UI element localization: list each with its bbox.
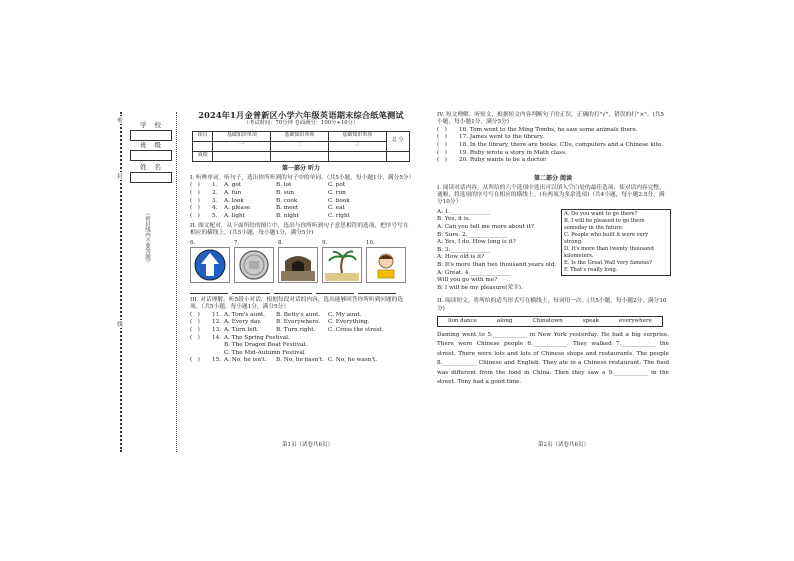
palm-tree-image <box>322 247 362 283</box>
q-num: 12. <box>212 319 222 326</box>
dialogue-line: Will you go with me? <box>437 277 498 284</box>
answer-bracket[interactable]: ( ) <box>190 212 200 219</box>
option: A. light <box>224 212 245 219</box>
answer-blank-row <box>190 286 412 294</box>
answer-bracket[interactable]: ( ) <box>437 126 447 133</box>
picture-item <box>322 240 362 283</box>
option: A. fun <box>224 189 242 196</box>
answer-bracket[interactable]: ( ) <box>190 357 200 364</box>
exam-title: 2024年1月金普新区小学六年级英语期末综合纸笔测试 <box>198 110 404 120</box>
page-footer-1: 第1页（试卷共6页） <box>282 442 333 448</box>
score-cell <box>193 141 213 151</box>
tf-statement: 16. Tom went to the Ming Tombs, he saw some animals there. <box>459 126 638 133</box>
option: B. sun <box>276 189 295 196</box>
no-answer-note: （密封线内不要答题） <box>144 210 150 265</box>
question-row <box>190 312 412 320</box>
word-item: along <box>497 317 513 324</box>
word-item: speak <box>582 317 599 324</box>
reading-section-I <box>437 185 669 292</box>
options-box <box>561 209 671 276</box>
tomb-gate-image <box>278 247 318 283</box>
picture-item <box>366 240 406 283</box>
q-num: 4. <box>212 205 218 212</box>
score-cell: 基础知识单项 <box>271 131 329 141</box>
option: A. look <box>224 197 244 204</box>
option: A. Turn left. <box>224 326 259 333</box>
option: B. night <box>276 212 299 219</box>
option-item: C. People who built it were very strong. <box>564 231 649 245</box>
dialogue-line: A: Can you tell me more about it? <box>437 223 534 230</box>
question-row <box>190 357 412 365</box>
q-num: 2. <box>212 189 218 196</box>
q-num: 5. <box>212 212 218 219</box>
dialogue <box>437 209 669 293</box>
question-row <box>190 190 412 198</box>
q-num: 15. <box>212 357 222 364</box>
section-heading: II. 阅读短文，将所给的适当形式写在横线上，每词用一次。(共5小题，每小题2分，满分10分) <box>437 298 667 312</box>
girl-reading-image <box>366 247 406 283</box>
question-row <box>190 327 412 335</box>
coin-image <box>234 247 274 283</box>
section-II <box>190 223 412 294</box>
answer-bracket[interactable]: ( ) <box>190 311 200 318</box>
seal-mark-mid: 封 <box>117 174 123 180</box>
option: B. lot <box>276 182 292 189</box>
score-cell: 二 <box>271 141 329 151</box>
question-row <box>190 182 412 190</box>
option: C. No, he wasn't. <box>328 357 378 364</box>
option: C. eat <box>328 205 345 212</box>
section-III <box>190 297 412 365</box>
dialogue-line: A: Yes, I do. How long is it? <box>437 239 516 246</box>
dialogue-line: A: Great. 4.______________ <box>437 269 510 276</box>
page-2 <box>437 112 669 388</box>
section-IV <box>437 112 669 165</box>
option: A. The Spring Festival. <box>224 334 290 341</box>
school-field <box>130 120 174 141</box>
option-row <box>190 342 412 350</box>
section-heading: III. 对话理解。听5段小对话，根据每段对话的内容，选出能够回答你所听到问题的选项。（共5小题，每小题1分，满分5分） <box>190 297 404 311</box>
option: B. meet <box>276 205 299 212</box>
answer-bracket[interactable]: ( ) <box>190 182 200 189</box>
answer-bracket[interactable]: ( ) <box>190 319 200 326</box>
option-item: A. Do you want to go there? <box>564 210 638 217</box>
school-label: 学 校 <box>139 121 165 129</box>
question-row <box>190 319 412 327</box>
dialogue-line: B: I will be my pleasure(荣幸). <box>437 284 523 291</box>
section-heading: IV. 短文理解。听短文，根据短文内容判断句子的正误，正确的打"√"，错误的打"×"。(共5小题，每小题1分，满分5分) <box>437 112 665 126</box>
option: A. please <box>224 205 251 212</box>
word-item: everywhere <box>619 317 652 324</box>
answer-bracket[interactable]: ( ) <box>437 134 447 141</box>
tf-statement: 20. Ruby wants to be a doctor. <box>459 157 547 164</box>
option: C. Cross the street. <box>328 326 384 333</box>
tf-statement: 17. James went to the library. <box>459 134 545 141</box>
score-cell: 一 <box>213 141 271 151</box>
q-num: 14. <box>212 334 222 341</box>
pic-num: 8. <box>278 239 284 246</box>
name-label: 姓 名 <box>139 163 165 171</box>
section-I <box>190 174 415 220</box>
exam-subtitle: （考试时间：70分钟 卷面满分：100分+10分） <box>243 120 359 127</box>
pic-num: 6. <box>190 239 196 246</box>
answer-bracket[interactable]: ( ) <box>437 149 447 156</box>
answer-bracket[interactable]: ( ) <box>190 189 200 196</box>
score-cell: 基础知识单项 <box>328 131 386 141</box>
score-cell: 总 分 <box>386 131 409 151</box>
option-row <box>190 350 412 358</box>
tf-row <box>437 134 669 142</box>
class-input[interactable] <box>130 150 172 161</box>
name-input[interactable] <box>130 172 172 183</box>
tf-row <box>437 142 669 150</box>
word-bank <box>437 316 663 327</box>
option: C. The Mid-Autumn Festival <box>224 349 305 356</box>
option: B. cook <box>276 197 298 204</box>
answer-blank[interactable] <box>358 286 396 294</box>
page-footer-2: 第2页（试卷共6页） <box>538 442 589 448</box>
q-num: 1. <box>212 182 218 189</box>
question-row <box>190 205 412 213</box>
score-input[interactable] <box>386 151 409 161</box>
dialogue-line: B: It's more than two thousand years old. <box>437 261 557 268</box>
score-cell: 成绩 <box>193 151 213 161</box>
tf-row <box>437 157 669 165</box>
q-num: 11. <box>212 311 222 318</box>
answer-bracket[interactable]: ( ) <box>190 334 200 341</box>
page-1 <box>190 110 415 365</box>
question-row <box>190 213 412 221</box>
q-num: 13. <box>212 326 222 333</box>
dialogue-line: B: Sure. 2.______________ <box>437 231 508 238</box>
answer-bracket[interactable]: ( ) <box>190 326 200 333</box>
option: B. Betty's aunt. <box>276 311 321 318</box>
section-heading: I. 阅读对话内容，从所给的六个选项中选出可以填入空白处的最佳选项，使对话内容完整、通顺，将选项的序号写在相应的横线上。(有两项为多余选项)（共4小题，每小题2.5分，满分10分） <box>437 184 665 206</box>
section-heading: II. 图文配对，从下面所给的图片中，选出与你所听到句子意思相符的选项，把序号写在相应的横线上。(共5小题，每小题1分，满分5分) <box>190 223 409 237</box>
answer-blank[interactable] <box>316 286 354 294</box>
answer-blank[interactable] <box>190 286 228 294</box>
option: A. got <box>224 182 242 189</box>
score-input[interactable] <box>328 151 386 161</box>
cloze-passage: Daming went to 5.____________ in New York yesterday. He had a big surprise. There were Chinese people 6.____________. They walked 7.____________ the street. There were lots and lots of Chinese shops and restaurants. The people 8.____________ Chinese and English. They ate in a Chinese restaurant. The food was different from the food in China. Then they saw a 9.____________ in the street. Tony had a good time. <box>437 331 669 386</box>
option: B. Everywhere. <box>276 319 321 326</box>
option: C. My aunt. <box>328 311 362 318</box>
word-item: Chinatown <box>532 317 563 324</box>
class-field <box>130 140 174 161</box>
option: A. No, he isn't. <box>224 357 267 364</box>
option-item: B. I will be pleased to go there someday in the future. <box>564 217 645 231</box>
option: C. book <box>328 197 350 204</box>
reading-section-II <box>437 298 669 388</box>
section-heading: I. 听辨单词。听句子，选出你所听到的句子中的单词。（共5小题，每小题1分，满分5分） <box>190 174 415 181</box>
seal-mark-bottom: 线 <box>117 322 123 328</box>
dialogue-line: B: Yes, it is. <box>437 216 471 223</box>
tf-row <box>437 149 669 157</box>
name-field <box>130 162 174 183</box>
option: A. Every day. <box>224 319 262 326</box>
score-input[interactable] <box>271 151 329 161</box>
score-cell: 三 <box>328 141 386 151</box>
tf-row <box>437 127 669 135</box>
answer-blank[interactable] <box>274 286 312 294</box>
question-row <box>190 197 412 205</box>
picture-row <box>190 240 412 283</box>
option: B. The Dragon Boat Festival. <box>224 342 307 349</box>
score-cell: 项目 <box>193 131 213 141</box>
option: C. right <box>328 212 350 219</box>
option: C. Everything. <box>328 319 370 326</box>
pic-num: 9. <box>322 239 328 246</box>
option: B. No, he hasn't. <box>276 357 324 364</box>
answer-bracket[interactable]: ( ) <box>437 141 447 148</box>
picture-item <box>234 240 274 283</box>
tf-statement: 18. In the library, there are books, CDs, computers and a Chinese kite. <box>459 141 664 148</box>
picture-item <box>190 240 230 283</box>
option: B. Turn right. <box>276 326 316 333</box>
dialogue-line: B: 3.______________ <box>437 246 491 253</box>
answer-bracket[interactable]: ( ) <box>190 205 200 212</box>
word-item: lion dance <box>448 317 477 324</box>
q-num: 3. <box>212 197 218 204</box>
binding-strip <box>118 112 182 452</box>
dialogue-line: A: How old is it? <box>437 254 485 261</box>
answer-bracket[interactable]: ( ) <box>190 197 200 204</box>
seal-line-outer <box>120 112 122 452</box>
option-item: F. That's really long. <box>564 266 618 273</box>
tf-statement: 19. Ruby wrote a story in Math class. <box>459 149 567 156</box>
answer-blank[interactable] <box>232 286 270 294</box>
seal-line-inner <box>176 112 177 452</box>
option: A. Tom's aunt. <box>224 311 265 318</box>
picture-item <box>278 240 318 283</box>
option: C. pot <box>328 182 346 189</box>
question-row <box>190 334 412 342</box>
score-input[interactable] <box>213 151 271 161</box>
seal-mark-top: 密 <box>117 118 123 124</box>
answer-bracket[interactable]: ( ) <box>437 157 447 164</box>
part-heading: 第一部分 听力 <box>281 164 321 172</box>
option: C. run <box>328 189 346 196</box>
part-heading: 第二部分 阅读 <box>533 174 573 182</box>
class-label: 班 级 <box>139 141 165 149</box>
score-cell: 基础知识单项 <box>213 131 271 141</box>
dialogue-line: A: 1.______________ <box>437 208 491 215</box>
pic-num: 10. <box>366 239 375 246</box>
score-table <box>192 131 410 162</box>
option-item: D. It's more than twenty thousand kilometers. <box>564 245 654 259</box>
pic-num: 7. <box>234 239 240 246</box>
option-item: E. Is the Great Wall very famous? <box>564 259 652 266</box>
up-arrow-sign-image <box>190 247 230 283</box>
